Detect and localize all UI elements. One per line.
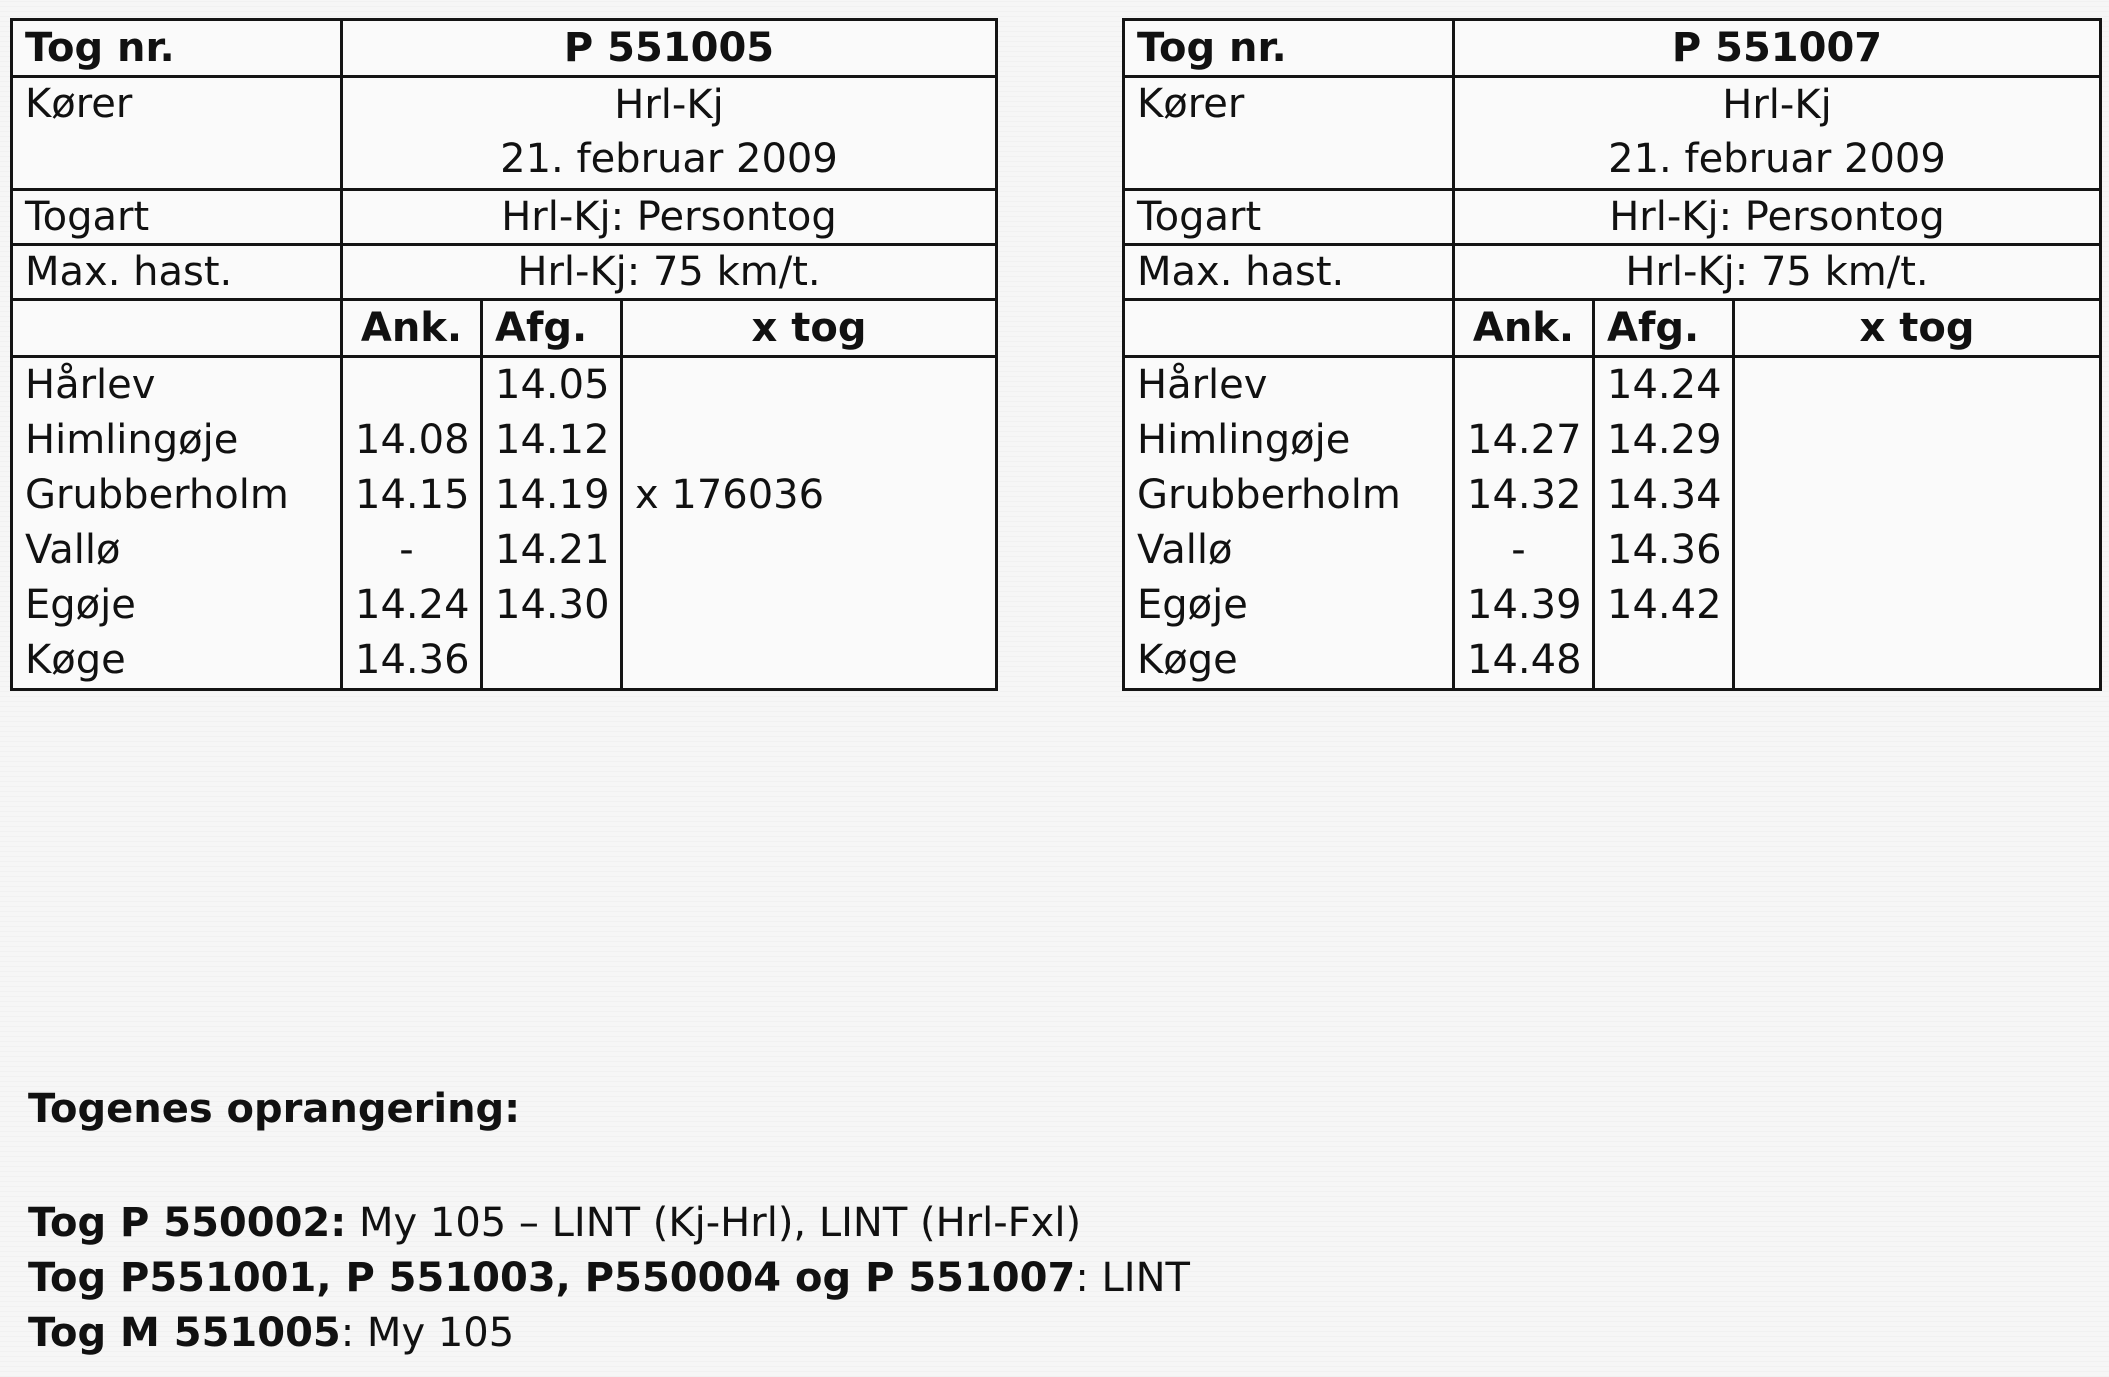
crossing-train: [635, 523, 983, 578]
arrival-time: 14.32: [1467, 472, 1582, 518]
crossing-train: x 176036: [635, 472, 825, 518]
departure-time: 14.29: [1607, 417, 1722, 463]
runs-row: [12, 77, 997, 190]
departure-time: 14.24: [1607, 362, 1722, 408]
train-type-value: Hrl-Kj: Persontog: [1454, 190, 2101, 245]
runs-value: [1454, 77, 2101, 190]
arrival-time: [355, 358, 468, 413]
composition-train-label: Tog P 550002:: [28, 1200, 347, 1246]
station-name: Grubberholm: [25, 472, 289, 518]
station-name: Grubberholm: [1137, 472, 1401, 518]
header-departure: Afg.: [1594, 300, 1734, 357]
departure-time: 14.34: [1607, 472, 1722, 518]
train-type-label: Togart: [1124, 190, 1454, 245]
header-departure: Afg.: [482, 300, 622, 357]
arrival-time: 14.36: [355, 637, 470, 683]
train-number-value: P 551007: [1454, 20, 2101, 77]
station-name: Køge: [25, 637, 126, 683]
composition-train-value: : LINT: [1075, 1255, 1190, 1301]
route-text: Hrl-Kj: [1722, 82, 1832, 128]
max-speed-label: Max. hast.: [1124, 245, 1454, 300]
departure-time: 14.12: [495, 417, 610, 463]
composition-train-label: Tog P551001, P 551003, P550004 og P 551007: [28, 1255, 1076, 1301]
timetable-p551005: [10, 18, 998, 691]
crossing-train: [1747, 633, 2087, 688]
runs-label: Kører: [12, 77, 342, 190]
crossing-trains: [622, 357, 997, 690]
runs-value: [342, 77, 997, 190]
departure-time: 14.42: [1607, 582, 1722, 628]
station-list: [12, 357, 342, 690]
station-name: Himlingøje: [25, 417, 239, 463]
train-number-row: [1124, 20, 2101, 77]
train-number-label: Tog nr.: [1124, 20, 1454, 77]
train-type-row: [1124, 190, 2101, 245]
crossing-train: [1747, 523, 2087, 578]
departure-times: [1594, 357, 1734, 690]
crossing-train: [635, 633, 983, 688]
header-blank: [12, 300, 342, 357]
arrival-time: 14.48: [1467, 637, 1582, 683]
date-text: 21. februar 2009: [500, 136, 838, 182]
train-number-row: [12, 20, 997, 77]
station-name: Vallø: [25, 527, 121, 573]
arrival-times: [342, 357, 482, 690]
station-name: Egøje: [25, 582, 136, 628]
arrival-time: -: [399, 527, 414, 573]
date-text: 21. februar 2009: [1608, 136, 1946, 182]
station-list: [1124, 357, 1454, 690]
station-name: Vallø: [1137, 527, 1233, 573]
train-type-label: Togart: [12, 190, 342, 245]
composition-train-value: : My 105: [340, 1310, 515, 1356]
header-crossing: x tog: [622, 300, 997, 357]
max-speed-label: Max. hast.: [12, 245, 342, 300]
arrival-times: [1454, 357, 1594, 690]
schedule-body-row: [12, 357, 997, 690]
departure-time: 14.21: [495, 527, 610, 573]
arrival-time: 14.24: [355, 582, 470, 628]
train-type-row: [12, 190, 997, 245]
max-speed-row: [12, 245, 997, 300]
max-speed-row: [1124, 245, 2101, 300]
crossing-trains: [1734, 357, 2101, 690]
departure-time: 14.30: [495, 582, 610, 628]
departure-times: [482, 357, 622, 690]
header-arrival: Ank.: [1454, 300, 1594, 357]
runs-row: [1124, 77, 2101, 190]
station-name: Himlingøje: [1137, 417, 1351, 463]
departure-time: 14.36: [1607, 527, 1722, 573]
crossing-train: [1747, 413, 2087, 468]
arrival-time: 14.39: [1467, 582, 1582, 628]
composition-line: [28, 1251, 1190, 1306]
crossing-train: [635, 578, 983, 633]
crossing-train: [1747, 358, 2087, 413]
train-number-value: P 551005: [342, 20, 997, 77]
composition-line: [28, 1306, 1190, 1361]
train-number-label: Tog nr.: [12, 20, 342, 77]
departure-time: [495, 633, 608, 688]
arrival-time: 14.08: [355, 417, 470, 463]
arrival-time: 14.15: [355, 472, 470, 518]
route-text: Hrl-Kj: [614, 82, 724, 128]
departure-time: 14.05: [495, 362, 610, 408]
column-header-row: [1124, 300, 2101, 357]
arrival-time: [1467, 358, 1580, 413]
schedule-body-row: [1124, 357, 2101, 690]
composition-heading: Togenes oprangering:: [28, 1086, 521, 1132]
train-type-value: Hrl-Kj: Persontog: [342, 190, 997, 245]
crossing-train: [1747, 468, 2087, 523]
crossing-train: [635, 358, 983, 413]
arrival-time: -: [1511, 527, 1526, 573]
runs-label: Kører: [1124, 77, 1454, 190]
crossing-train: [1747, 578, 2087, 633]
station-name: Egøje: [1137, 582, 1248, 628]
crossing-train: [635, 413, 983, 468]
composition-train-value: My 105 – LINT (Kj-Hrl), LINT (Hrl-Fxl): [346, 1200, 1082, 1246]
header-arrival: Ank.: [342, 300, 482, 357]
column-header-row: [12, 300, 997, 357]
max-speed-value: Hrl-Kj: 75 km/t.: [342, 245, 997, 300]
arrival-time: 14.27: [1467, 417, 1582, 463]
header-blank: [1124, 300, 1454, 357]
station-name: Hårlev: [1137, 362, 1268, 408]
departure-time: [1607, 633, 1720, 688]
departure-time: 14.19: [495, 472, 610, 518]
composition-line: [28, 1196, 1190, 1251]
timetable-p551007: [1122, 18, 2102, 691]
max-speed-value: Hrl-Kj: 75 km/t.: [1454, 245, 2101, 300]
composition-list: [28, 1196, 1190, 1361]
composition-train-label: Tog M 551005: [28, 1310, 341, 1356]
station-name: Køge: [1137, 637, 1238, 683]
header-crossing: x tog: [1734, 300, 2101, 357]
station-name: Hårlev: [25, 362, 156, 408]
